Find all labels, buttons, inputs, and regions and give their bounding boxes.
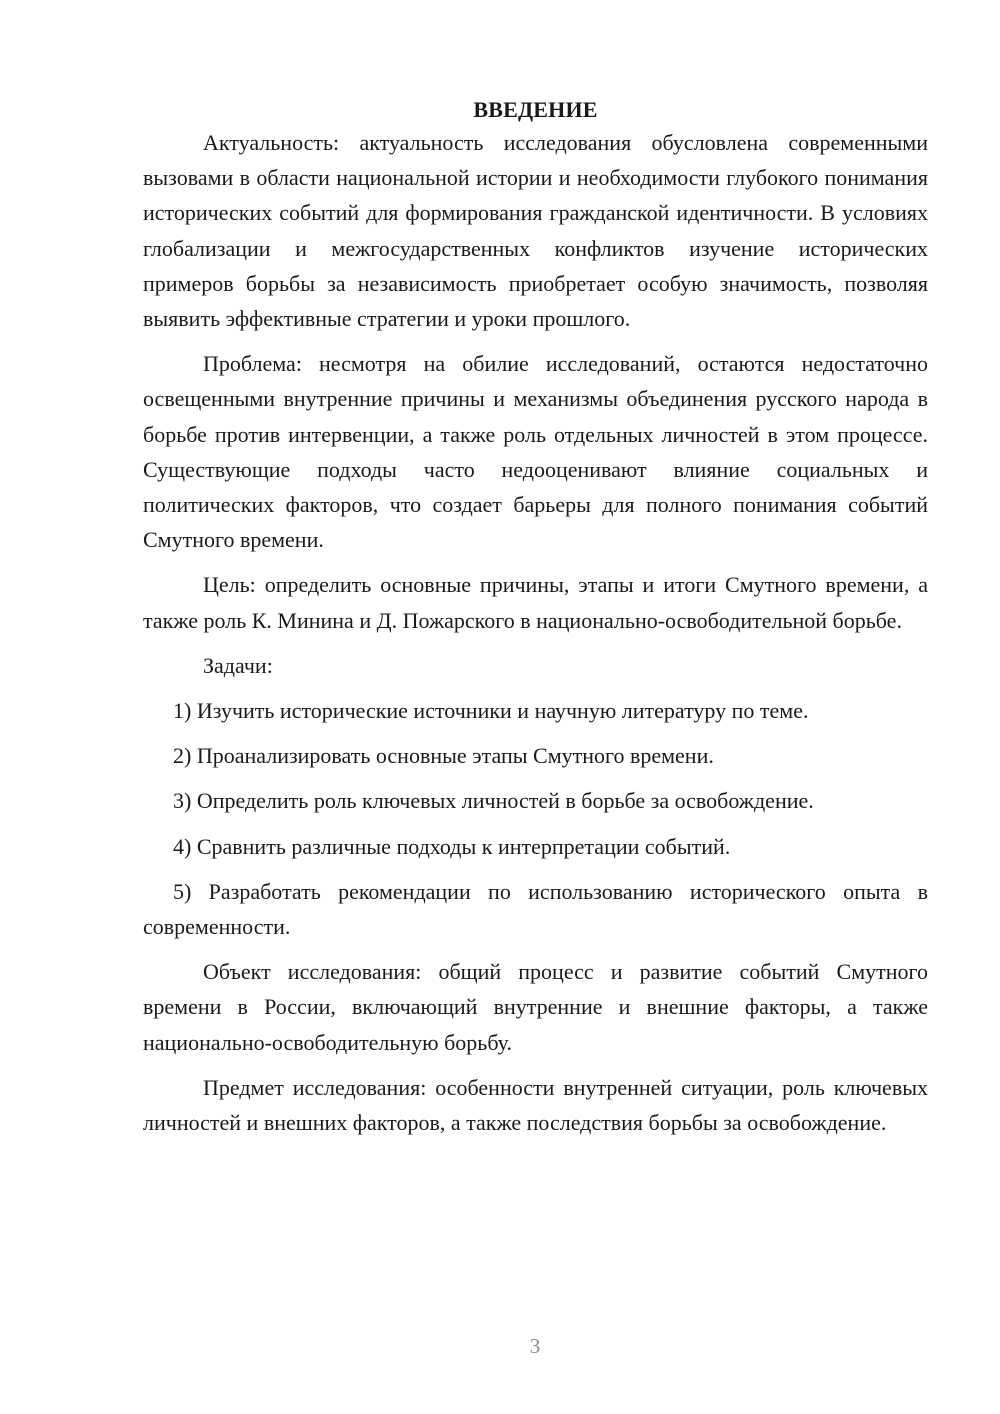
section-heading: ВВЕДЕНИЕ [473,97,598,122]
task-item-1: 1) Изучить исторические источники и научную литературу по теме. [173,698,809,724]
task-item-4: 4) Сравнить различные подходы к интерпретации событий. [173,833,731,859]
page-number: 3 [529,1334,541,1358]
problem-paragraph: Проблема: несмотря на обилие исследований, остаются недостаточно освещенными внутренние причины и механизмы объединения русского народа в борьбе против интервенции, а также роль отдельных личностей в этом процессе. Существующие подходы часто недооценивают влияние социальных и политических факторов, что создает барьеры для полного понимания событий Смутного времени. [143,351,928,553]
goal-paragraph: Цель: определить основные причины, этапы и итоги Смутного времени, а также роль К. Минина и Д. Пожарского в национально-освободительной борьбе. [143,572,928,633]
document-page [143,92,928,1140]
task-item-2: 2) Проанализировать основные этапы Смутного времени. [173,743,714,769]
relevance-paragraph: Актуальность: актуальность исследования обусловлена современными вызовами в области национальной истории и необходимости глубокого понимания исторических событий для формирования гражданской идентичности. В условиях глобализации и межгосударственных конфликтов изучение исторических примеров борьбы за независимость приобретает особую значимость, позволяя выявить эффективные стратегии и уроки прошлого. [143,130,928,332]
task-item-5: 5) Разработать рекомендации по использованию исторического опыта в современности. [143,878,928,940]
subject-paragraph: Предмет исследования: особенности внутренней ситуации, роль ключевых личностей и внешних факторов, а также последствия борьбы за освобождение. [143,1074,928,1136]
task-item-3: 3) Определить роль ключевых личностей в борьбе за освобождение. [173,788,814,814]
object-paragraph: Объект исследования: общий процесс и развитие событий Смутного времени в России, включающий внутренние и внешние факторы, а также национально-освободительную борьбу. [143,959,928,1055]
tasks-label: Задачи: [203,652,273,678]
